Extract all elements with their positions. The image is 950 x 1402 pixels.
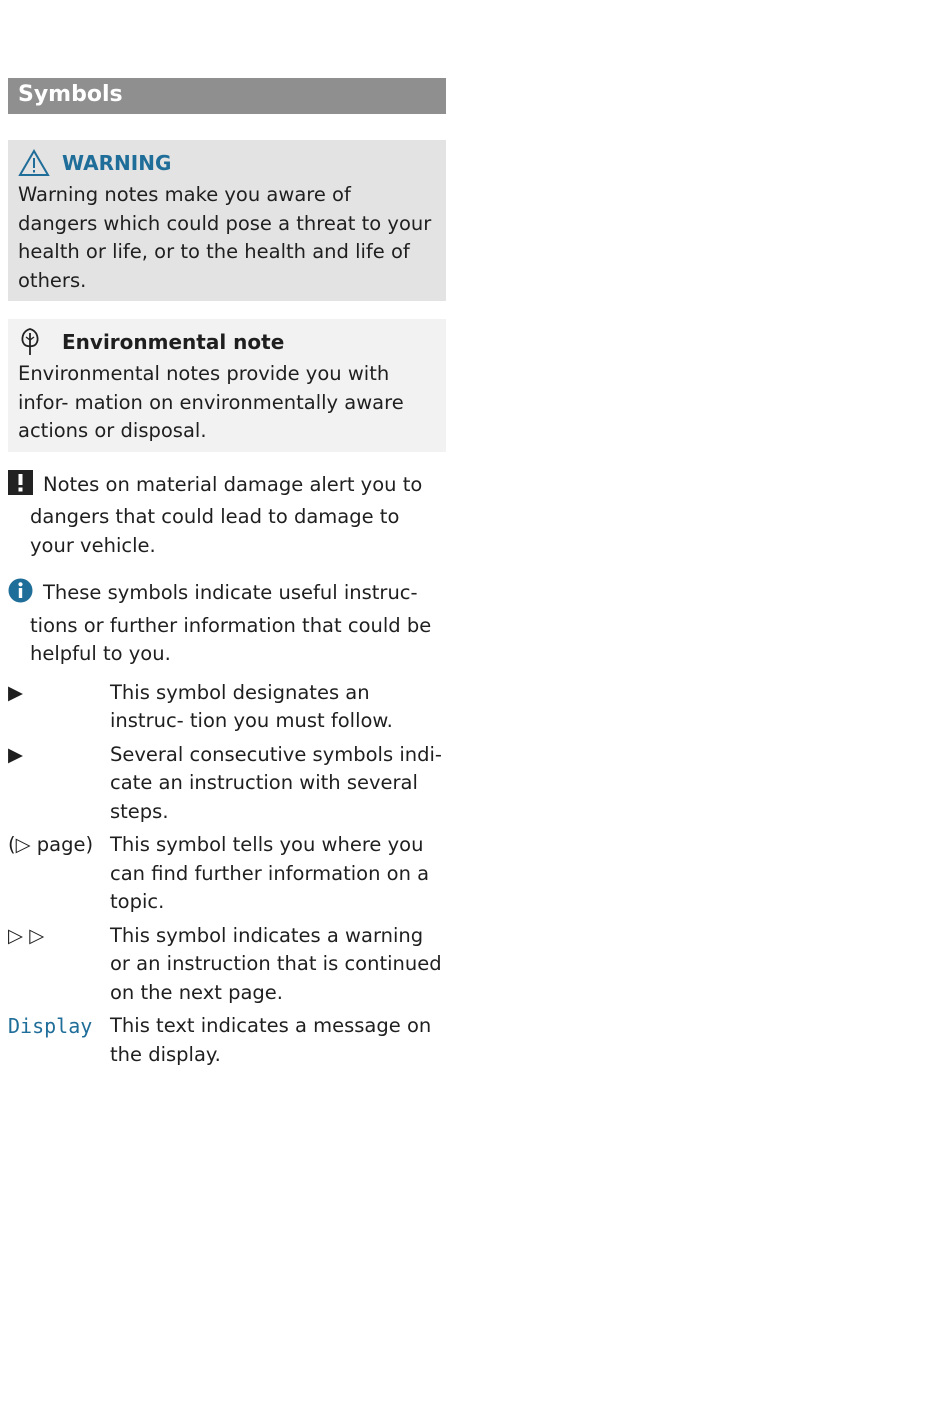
definition-row [8,1012,446,1069]
environmental-title: Environmental note [62,330,285,354]
info-text: These symbols indicate useful instruc- tions or further information that could be helpful to you. [30,581,432,665]
leaf-icon [18,327,62,357]
instruction-arrow-icon: ▶ [8,742,23,766]
material-damage-text: Notes on material damage alert you to dangers that could lead to damage to your vehicle. [30,472,423,557]
definition-row [8,922,446,1008]
definition-row [8,679,446,736]
definition-text: This symbol tells you where you can find further information on a topic. [110,833,430,913]
warning-box [8,140,446,301]
environmental-text: Environmental notes provide you with infor- mation on environmentally aware actions or disposal. [18,362,404,442]
exclamation-icon [8,470,33,504]
instruction-arrow-icon: ▶ [8,680,23,704]
definition-row [8,741,446,827]
continued-arrows-icon: ▷ ▷ [8,923,45,947]
warning-text: Warning notes make you aware of dangers which could pose a threat to your health or life, or to the health and life of others. [18,183,432,292]
page-reference-symbol: (▷ page) [8,833,94,856]
info-note [8,578,446,669]
definition-text: Several consecutive symbols indi- cate an instruction with several steps. [110,742,442,823]
definition-row [8,831,446,917]
section-title: Symbols [8,78,446,114]
definition-text: This symbol designates an instruc- tion you must follow. [110,680,393,732]
warning-title: WARNING [62,151,172,175]
info-icon [8,578,33,612]
material-damage-note [8,470,446,561]
definition-text: This text indicates a message on the display. [110,1014,432,1066]
definition-text: This symbol indicates a warning or an instruction that is continued on the next page. [110,923,442,1004]
display-text-sample: Display [8,1014,93,1038]
warning-triangle-icon [18,148,62,178]
symbols-section [8,78,446,1069]
definition-list [8,679,446,1070]
environmental-note-box [8,319,446,452]
